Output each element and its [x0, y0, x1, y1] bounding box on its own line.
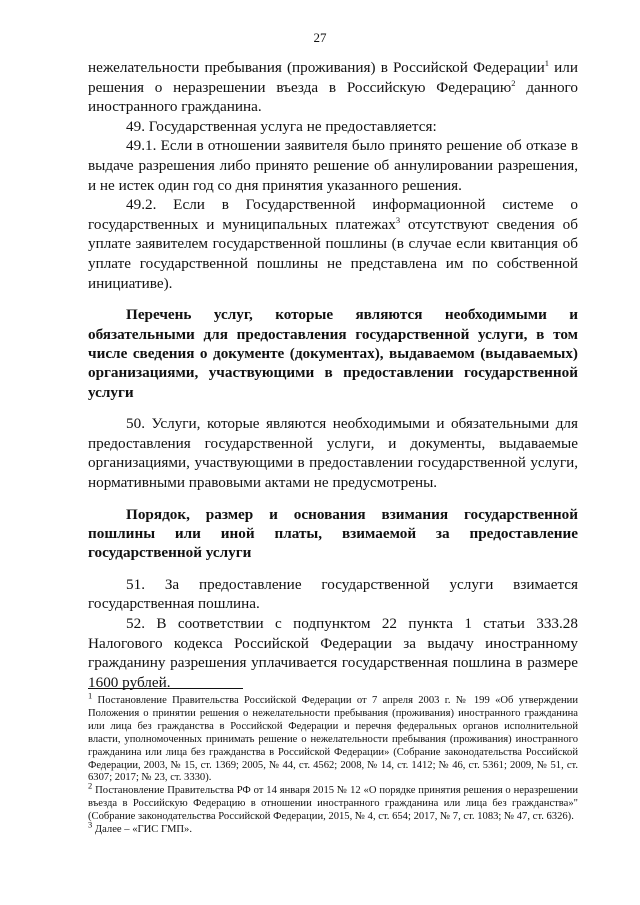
- footnote-separator: [88, 688, 243, 689]
- section-heading-fee: Порядок, размер и основания взимания государственной пошлины или иной платы, взимаемой за предоставление государственной услуги: [88, 505, 578, 562]
- text: 49.2. Если в Государственной информационной системе о государственных и муниципальных платежах: [88, 196, 578, 233]
- footnote-mark: 2: [88, 780, 93, 791]
- section-heading-services-list: Перечень услуг, которые являются необходимыми и обязательными для предоставления государственной услуги, в том числе сведения о документе (документах), выдаваемом (выдаваемых) организациями, участвующими в предоставлении государственной услуги: [88, 306, 578, 401]
- footnote-text: Постановление Правительства Российской Федерации от 7 апреля 2003 г. № 199 «Об утверждении Положения о принятии решения о нежелательности пребывания (проживания) иностранного гражданина или лица без гражданства в Российской Федерации и перечня федеральных органов исполнительной власти, уполномоченных принимать решение о нежелательности пребывания (проживания) иностранного гражданина или лица без гражданства в Российской Федерации» (Собрание законодательства Российской Федерации, 2003, № 15, ст. 1369; 2005, № 44, ст. 4562; 2008, № 14, ст. 1412; № 46, ст. 5361; 2009, № 51, ст. 6307; 2017; № 23, ст. 3330).: [88, 695, 578, 784]
- text: отсутствуют сведения об уплате заявителем государственной пошлины (в случае если квитанция об уплате государственной пошлины не представлена им по собственной инициативе).: [88, 215, 578, 292]
- paragraph-52: 52. В соответствии с подпунктом 22 пункта 1 статьи 333.28 Налогового кодекса Российской Федерации за выдачу иностранному гражданину разрешения уплачивается государственная пошлина в размере 1600 рублей.: [88, 614, 578, 691]
- footnote-text: Постановление Правительства РФ от 14 января 2015 № 12 «О порядке принятия решения о неразрешении въезда в Российскую Федерацию в отношении иностранного гражданина или лица без гражданства»" (Собрание законодательства Российской Федерации, 2015, № 4, ст. 654; 2017, № 7, ст. 1083; № 47, ст. 6326).: [88, 785, 578, 823]
- paragraph-49-2: [88, 195, 578, 293]
- footnotes: [88, 688, 578, 837]
- footnote-3: [88, 819, 578, 837]
- paragraph-continuation: [88, 58, 578, 117]
- footnote-ref-2: 2: [511, 77, 516, 88]
- footnote-ref-1: 1: [544, 57, 549, 68]
- footnote-ref-3: 3: [395, 214, 401, 225]
- footnote-text: Далее – «ГИС ГМП».: [92, 824, 192, 836]
- footnote-mark: 3: [88, 819, 93, 830]
- paragraph-49: 49. Государственная услуга не предоставляется:: [126, 117, 437, 135]
- text: или решения о неразрешении въезда в Российскую Федерацию: [88, 59, 578, 96]
- footnote-1: [88, 690, 578, 785]
- page-number: 27: [313, 30, 327, 45]
- footnote-mark: 1: [88, 690, 93, 701]
- paragraph-51: 51. За предоставление государственной услуги взимается государственная пошлина.: [88, 575, 578, 613]
- document-body: [88, 58, 578, 692]
- paragraph-49-1: 49.1. Если в отношении заявителя было принято решение об отказе в выдаче разрешения либо принято решение об аннулировании разрешения, и не истек один год со дня принятия указанного решения.: [88, 137, 578, 194]
- footnote-2: [88, 780, 578, 824]
- text: данного иностранного гражданина.: [88, 78, 579, 116]
- paragraph-50: 50. Услуги, которые являются необходимыми и обязательными для предоставления государственной услуги, и документы, выдаваемые организациями, участвующими в предоставлении государственной услуги, нормативными правовыми актами не предусмотрены.: [88, 415, 578, 491]
- text: нежелательности пребывания (проживания) в Российской Федерации: [88, 59, 545, 76]
